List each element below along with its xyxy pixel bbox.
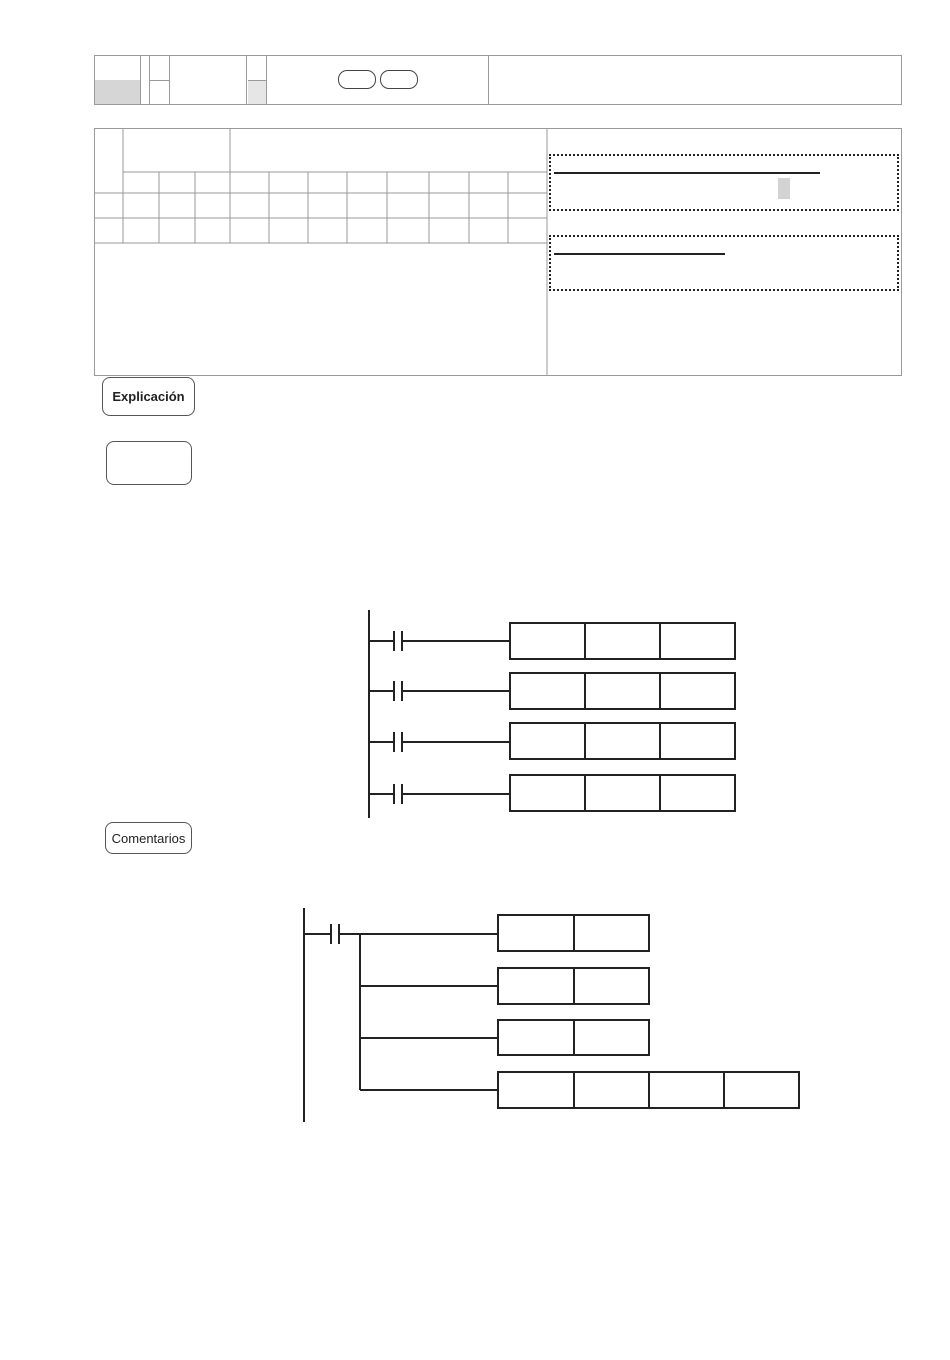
explanation-label: Explicación: [112, 389, 185, 404]
comments-label: Comentarios: [111, 830, 186, 846]
